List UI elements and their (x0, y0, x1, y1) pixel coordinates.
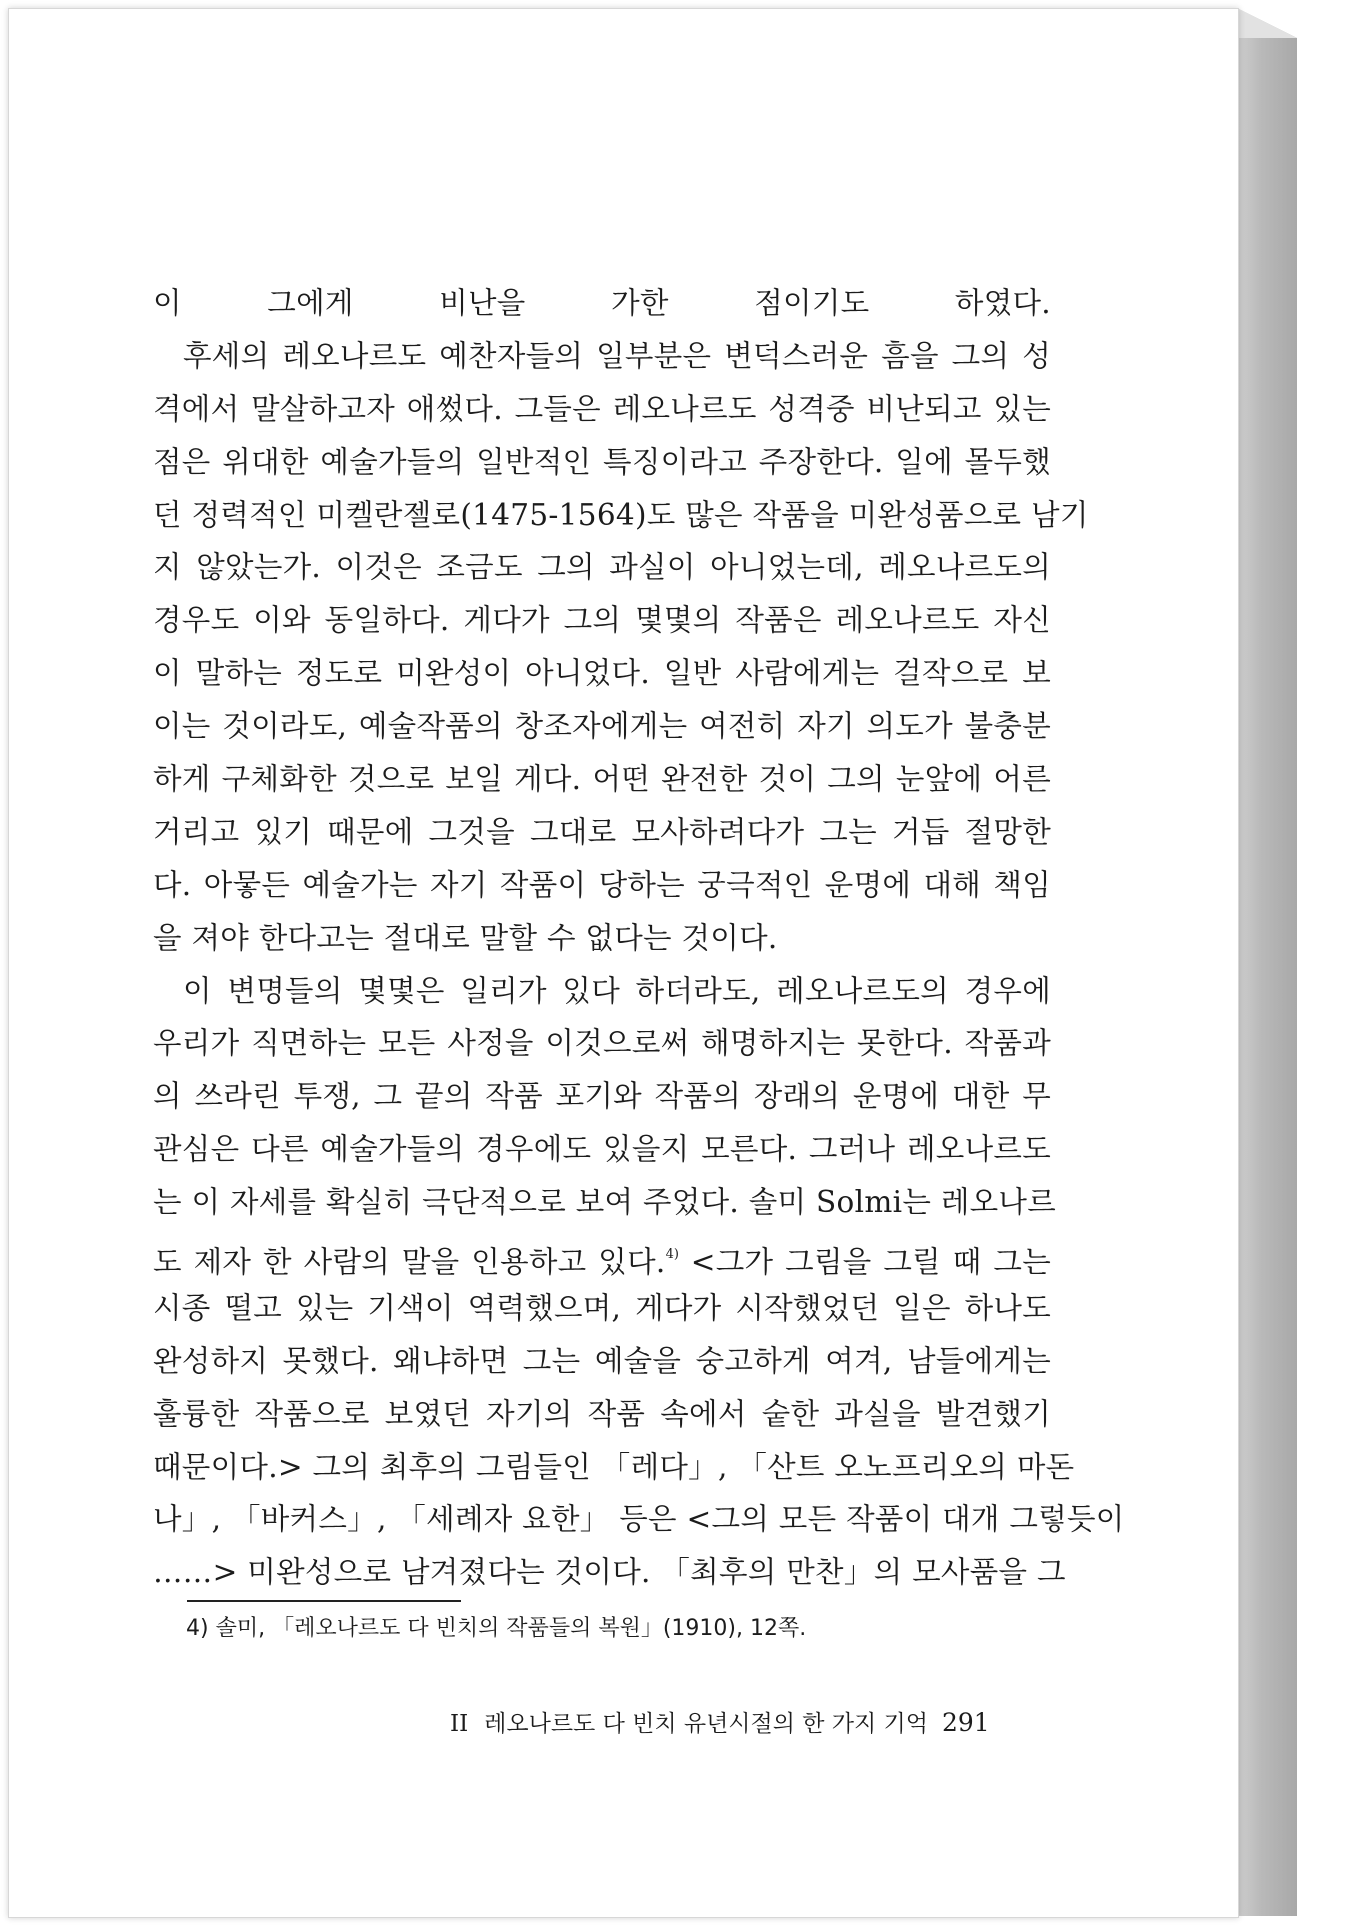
text-line: 던 정력적인 미켈란젤로(1475-1564)도 많은 작품을 미완성품으로 남기 (153, 497, 1089, 532)
text-line: 완성하지 못했다. 왜냐하면 그는 예술을 숭고하게 여겨, 남들에게는 (153, 1343, 1051, 1378)
text-line: 때문이다.> 그의 최후의 그림들인 「레다」, 「산트 오노프리오의 마돈 (153, 1449, 1075, 1484)
text-line: 훌륭한 작품으로 보였던 자기의 작품 속에서 숱한 과실을 발견했기 (153, 1396, 1051, 1431)
text-line: 의 쓰라린 투쟁, 그 끝의 작품 포기와 작품의 장래의 운명에 대한 무 (153, 1079, 1051, 1114)
footnote: 4) 솔미, 「레오나르도 다 빈치의 작품들의 복원」(1910), 12쪽. (186, 1616, 807, 1641)
text-line: 이 변명들의 몇몇은 일리가 있다 하더라도, 레오나르도의 경우에 (183, 973, 1051, 1008)
body-text (153, 277, 1125, 1599)
text-line: 다. 아뭏든 예술가는 자기 작품이 당하는 궁극적인 운명에 대해 책임 (153, 867, 1051, 902)
text-line: 을 져야 한다고는 절대로 말할 수 없다는 것이다. (153, 920, 778, 955)
text-line: 나」, 「바커스」, 「세례자 요한」 등은 <그의 모든 작품이 대개 그렇듯이 (153, 1502, 1125, 1537)
chapter-title: 레오나르도 다 빈치 유년시절의 한 가지 기억 (484, 1711, 928, 1737)
text-line: 점은 위대한 예술가들의 일반적인 특징이라고 주장한다. 일에 몰두했 (153, 444, 1051, 479)
text-line: 는 이 자세를 확실히 극단적으로 보여 주었다. 솔미 Solmi는 레오나르 (153, 1185, 1057, 1220)
part-number: II (450, 1711, 469, 1737)
text-line: 거리고 있기 때문에 그것을 그대로 모사하려다가 그는 거듭 절망한 (153, 814, 1051, 849)
text-line (153, 1229, 1051, 1282)
page (8, 8, 1239, 1918)
running-footer (450, 1703, 1020, 1744)
text-line: 시종 떨고 있는 기색이 역력했으며, 게다가 시작했었던 일은 하나도 (153, 1290, 1051, 1325)
text-line: ……> 미완성으로 남겨졌다는 것이다. 「최후의 만찬」의 모사품을 그 (153, 1555, 1066, 1590)
footnote-divider (187, 1600, 461, 1602)
text-line-part: 도 제자 한 사람의 말을 인용하고 있다. (153, 1245, 666, 1280)
text-line: 우리가 직면하는 모든 사정을 이것으로써 해명하지는 못한다. 작품과 (153, 1026, 1051, 1061)
text-line: 하게 구체화한 것으로 보일 게다. 어떤 완전한 것이 그의 눈앞에 어른 (153, 762, 1051, 797)
text-line: 관심은 다른 예술가들의 경우에도 있을지 모른다. 그러나 레오나르도 (153, 1132, 1051, 1167)
text-line-part: <그가 그림을 그릴 때 그는 (678, 1245, 1051, 1280)
text-line: 이는 것이라도, 예술작품의 창조자에게는 여전히 자기 의도가 불충분 (153, 709, 1051, 744)
book-edge-top (1237, 8, 1297, 38)
text-line: 격에서 말살하고자 애썼다. 그들은 레오나르도 성격중 비난되고 있는 (153, 391, 1051, 426)
text-line: 지 않았는가. 이것은 조금도 그의 과실이 아니었는데, 레오나르도의 (153, 550, 1051, 585)
text-line: 이 그에게 비난을 가한 점이기도 하였다. (153, 286, 1051, 320)
book-edge (1237, 8, 1297, 1916)
text-line: 후세의 레오나르도 예찬자들의 일부분은 변덕스러운 흠을 그의 성 (183, 338, 1051, 373)
page-number: 291 (941, 1708, 990, 1737)
text-line: 이 말하는 정도로 미완성이 아니었다. 일반 사람에게는 걸작으로 보 (153, 656, 1051, 691)
text-line: 경우도 이와 동일하다. 게다가 그의 몇몇의 작품은 레오나르도 자신 (153, 603, 1051, 638)
footnote-reference[interactable]: 4) (665, 1247, 679, 1263)
